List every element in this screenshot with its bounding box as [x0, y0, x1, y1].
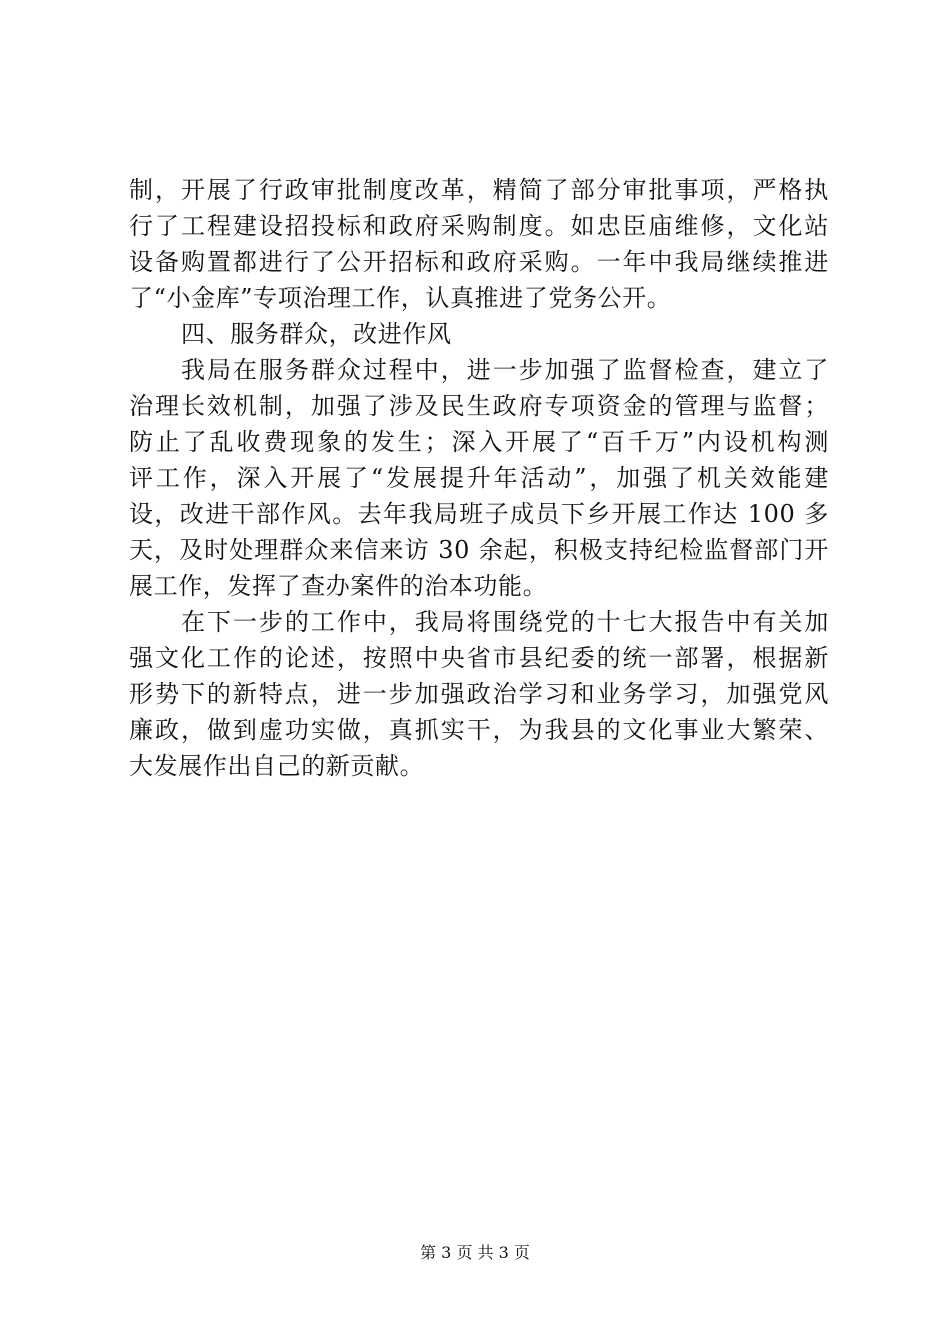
paragraph-line: 设，改进干部作风。去年我局班子成员下乡开展工作达 100 多	[129, 500, 829, 528]
paragraph-line: 大发展作出自己的新贡献。	[129, 752, 425, 780]
paragraph-line: 评工作，深入开展了“发展提升年活动”，加强了机关效能建	[129, 464, 829, 492]
section-heading: 四、服务群众，改进作风	[181, 320, 452, 348]
paragraph-line: 我局在服务群众过程中，进一步加强了监督检查，建立了	[181, 356, 829, 384]
paragraph-line: 强文化工作的论述，按照中央省市县纪委的统一部署，根据新	[129, 644, 829, 672]
paragraph-line: 治理长效机制，加强了涉及民生政府专项资金的管理与监督；	[129, 392, 829, 420]
paragraph-line: 行了工程建设招投标和政府采购制度。如忠臣庙维修，文化站	[129, 212, 829, 240]
paragraph-line: 在下一步的工作中，我局将围绕党的十七大报告中有关加	[181, 608, 829, 636]
document-body	[129, 172, 829, 784]
paragraph-line: 天，及时处理群众来信来访 30 余起，积极支持纪检监督部门开	[129, 536, 829, 564]
page-number-footer: 第 3 页 共 3 页	[420, 1243, 530, 1262]
paragraph-line: 形势下的新特点，进一步加强政治学习和业务学习，加强党风	[129, 680, 829, 708]
paragraph-line: 展工作，发挥了查办案件的治本功能。	[129, 572, 548, 600]
paragraph-line: 廉政，做到虚功实做，真抓实干，为我县的文化事业大繁荣、	[129, 716, 829, 744]
paragraph-line: 防止了乱收费现象的发生；深入开展了“百千万”内设机构测	[129, 428, 829, 456]
paragraph-line: 设备购置都进行了公开招标和政府采购。一年中我局继续推进	[129, 248, 829, 276]
paragraph-line: 了“小金库”专项治理工作，认真推进了党务公开。	[129, 284, 672, 312]
paragraph-line: 制，开展了行政审批制度改革，精简了部分审批事项，严格执	[129, 176, 829, 204]
